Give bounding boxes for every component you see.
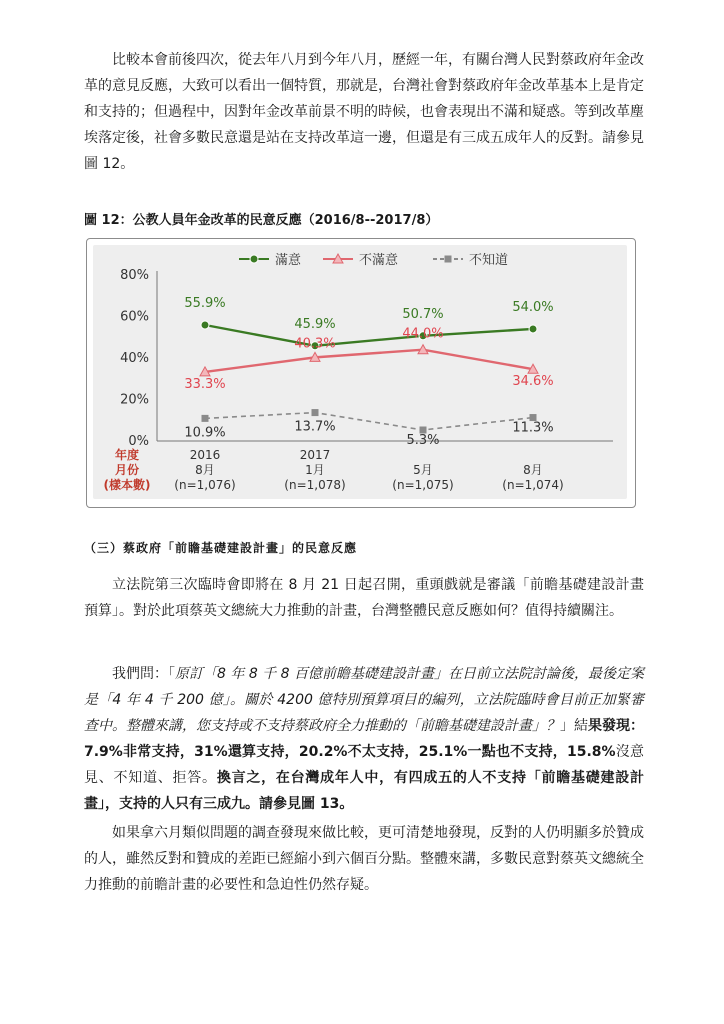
section-3-title: （三）蔡政府「前瞻基礎建設計畫」的民意反應 bbox=[84, 541, 358, 555]
x-row-label-1: 月份 bbox=[114, 463, 140, 477]
series-line-1 bbox=[205, 350, 533, 372]
x-month-label-2: 5月 bbox=[413, 463, 433, 477]
y-tick-label: 20% bbox=[120, 392, 149, 408]
series-2-point-0 bbox=[202, 415, 209, 422]
x-year-label-1: 2017 bbox=[299, 448, 331, 462]
legend-label-1: 不滿意 bbox=[359, 253, 399, 268]
x-sample-label-0: (n=1,076) bbox=[174, 478, 236, 492]
figure-12-title: 圖 12：公教人員年金改革的民意反應（2016/8--2017/8） bbox=[84, 213, 439, 228]
series-1-data-label-0: 33.3% bbox=[184, 376, 226, 392]
question-close: 」結 bbox=[560, 718, 588, 734]
legislature-paragraph: 立法院第三次臨時會即將在 8 月 21 日起召開，重頭戲就是審議「前瞻基礎建設計畫預算」。對於此項蔡英文總統大力推動的計畫，台灣整體民意反應如何？值得持續關注。 bbox=[84, 577, 644, 619]
question-lead: 我們問：「 bbox=[112, 666, 176, 682]
legend-marker-2 bbox=[445, 256, 452, 263]
legend-label-0: 滿意 bbox=[275, 253, 302, 268]
series-2-data-label-3: 11.3% bbox=[512, 420, 554, 436]
y-tick-label: 60% bbox=[120, 309, 149, 325]
comparison-paragraph: 如果拿六月類似問題的調查發現來做比較，更可清楚地發現，反對的人仍明顯多於贊成的人，雖然反對和贊成的差距已經縮小到六個百分點。整體來講，多數民意對蔡英文總統全力推動的前瞻計畫的必要性和急迫性仍然存疑。 bbox=[84, 825, 644, 893]
legend-marker-0 bbox=[250, 255, 258, 263]
survey-result: 果發現：7.9%非常支持，31%還算支持，20.2%不太支持，25.1%一點也不支持，15.8% bbox=[84, 718, 644, 760]
x-year-label-0: 2016 bbox=[189, 448, 221, 462]
y-tick-label: 40% bbox=[120, 351, 149, 366]
series-2-data-label-0: 10.9% bbox=[184, 425, 226, 441]
pension-opinion-line-chart bbox=[93, 245, 627, 499]
x-month-label-1: 1月 bbox=[305, 463, 325, 477]
series-0-data-label-3: 54.0% bbox=[512, 299, 554, 315]
legend-label-2: 不知道 bbox=[469, 253, 509, 268]
chart-panel bbox=[93, 245, 627, 499]
x-sample-label-3: (n=1,074) bbox=[502, 478, 564, 492]
series-1-data-label-1: 40.3% bbox=[294, 336, 336, 352]
survey-summary: 換言之，在台灣成年人中，有四成五的人不支持「前瞻基礎建設計畫」，支持的人只有三成九。請參見圖 13。 bbox=[84, 770, 645, 812]
series-2-data-label-2: 5.3% bbox=[406, 433, 440, 449]
series-2-point-1 bbox=[312, 409, 319, 416]
series-0-point-0 bbox=[201, 321, 209, 329]
series-0-data-label-1: 45.9% bbox=[294, 316, 336, 332]
series-0-data-label-2: 50.7% bbox=[402, 306, 444, 322]
y-tick-label: 80% bbox=[120, 268, 149, 283]
survey-no-opinion: 沒意見、不知道、拒答。 bbox=[84, 744, 645, 786]
series-2-data-label-1: 13.7% bbox=[294, 419, 336, 435]
question-text-1: 原訂「8 年 8 千 8 百億前瞻基礎建設計畫」在日前立法院討論後，最後定案是「4 年 4 千 200 億」。 bbox=[84, 666, 645, 708]
x-month-label-3: 8月 bbox=[523, 463, 543, 477]
y-tick-label: 0% bbox=[128, 434, 149, 449]
x-row-label-0: 年度 bbox=[114, 448, 140, 462]
series-line-2 bbox=[205, 413, 533, 430]
chart-frame bbox=[86, 238, 636, 508]
series-line-0 bbox=[205, 325, 533, 346]
question-text-2: 關於 4200 億特別預算項目的編列，立法院臨時會目前正加緊審查中。整體來講，您支持或不支持蔡政府全力推動的「前瞻基礎建設計畫」？ bbox=[84, 692, 644, 734]
series-0-data-label-0: 55.9% bbox=[184, 296, 226, 312]
series-0-point-3 bbox=[529, 325, 537, 333]
series-1-data-label-3: 34.6% bbox=[512, 374, 554, 390]
survey-question-paragraph bbox=[84, 661, 644, 817]
series-1-data-label-2: 44.0% bbox=[402, 326, 444, 342]
x-row-label-2: (樣本數) bbox=[103, 478, 151, 492]
intro-paragraph: 比較本會前後四次，從去年八月到今年八月，歷經一年，有關台灣人民對蔡政府年金改革的意見反應，大致可以看出一個特質，那就是，台灣社會對蔡政府年金改革基本上是肯定和支持的；但過程中，因對年金改革前景不明的時候，也會表現出不滿和疑惑。等到改革塵埃落定後，社會多數民意還是站在支持改革這一邊，但還是有三成五成年人的反對。請參見圖 12。 bbox=[84, 52, 644, 172]
x-sample-label-2: (n=1,075) bbox=[392, 478, 454, 492]
x-sample-label-1: (n=1,078) bbox=[284, 478, 346, 492]
x-month-label-0: 8月 bbox=[195, 463, 215, 477]
